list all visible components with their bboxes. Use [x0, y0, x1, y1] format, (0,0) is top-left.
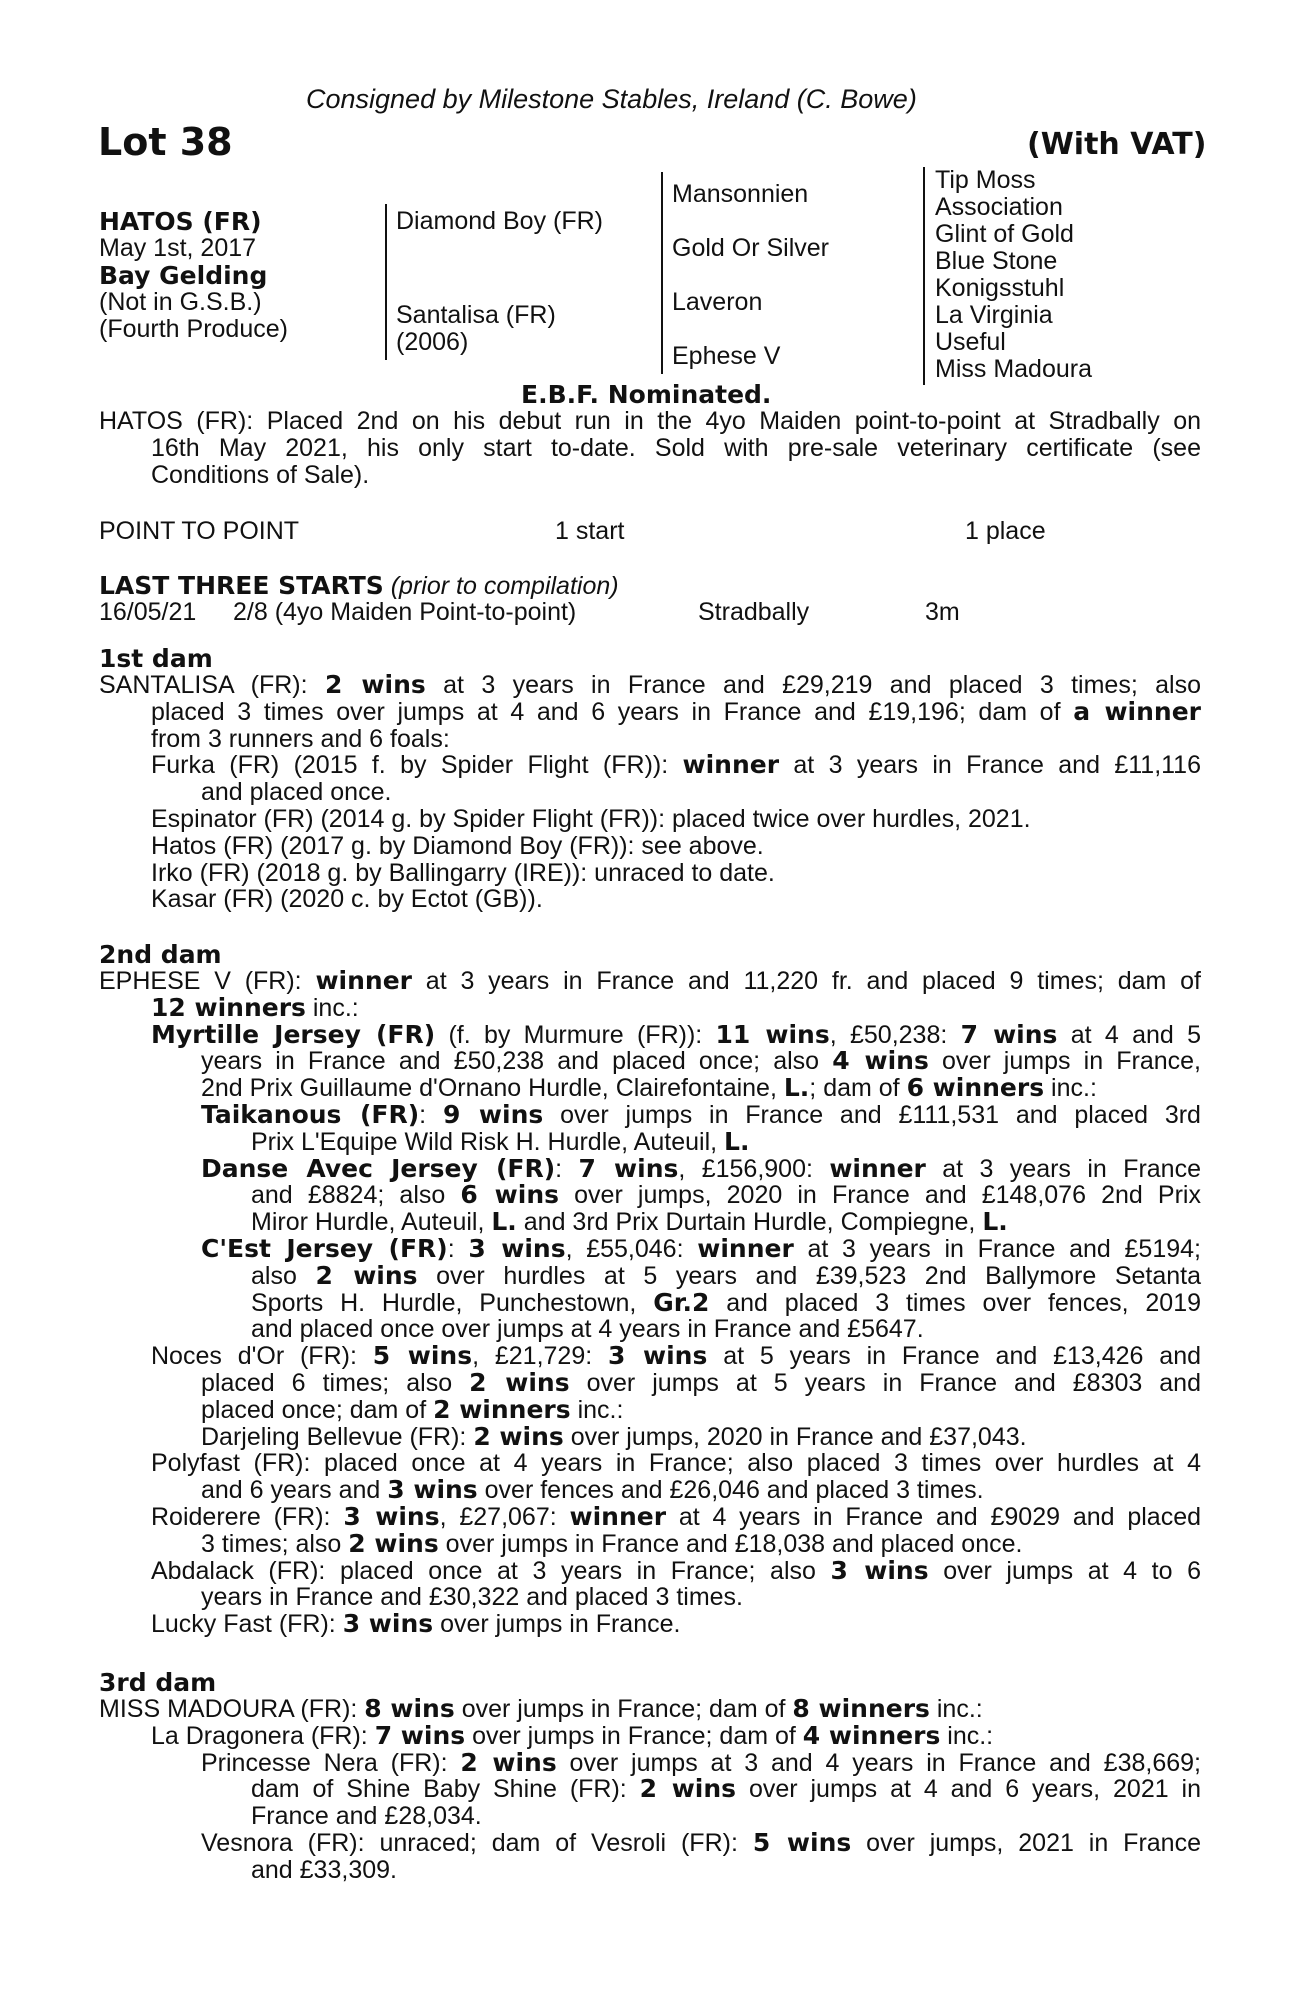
lot-number: Lot 38 [98, 120, 233, 164]
record-line: from 3 runners and 6 foals: [151, 724, 450, 753]
pedigree-dam: Santalisa (FR) [396, 301, 556, 329]
pedigree-great-grandparent: La Virginia [935, 301, 1053, 329]
record-line: Hatos (FR) (2017 g. by Diamond Boy (FR)): see above. [151, 831, 764, 860]
record-line: and 6 years and 3 wins over fences and £26,046 and placed 3 times. [201, 1475, 984, 1505]
emphasis: 7 wins [960, 1019, 1058, 1049]
record-line: Sports H. Hurdle, Punchestown, Gr.2 and placed 3 times over fences, 2019 [251, 1287, 1201, 1317]
last-starts-note: (prior to compilation) [390, 572, 619, 600]
emphasis: winner [315, 966, 412, 995]
emphasis: 4 wins [832, 1046, 929, 1076]
record-line: Polyfast (FR): placed once at 4 years in France; also placed 3 times over hurdles at 4 [151, 1449, 1201, 1478]
emphasis: L. [783, 1073, 810, 1103]
record-line: MISS MADOURA (FR): 8 wins over jumps in France; dam of 8 winners inc.: [99, 1694, 983, 1723]
horse-name: HATOS (FR) [99, 207, 262, 236]
record-line: placed once; dam of 2 winners inc.: [201, 1394, 624, 1424]
emphasis: Danse Avec Jersey (FR) [201, 1153, 556, 1183]
emphasis: 2 wins [315, 1260, 418, 1290]
emphasis: C'Est Jersey (FR) [201, 1233, 448, 1263]
emphasis: 2 wins [460, 1747, 557, 1777]
emphasis: 3 wins [608, 1341, 708, 1371]
emphasis: 12 winners [151, 992, 306, 1022]
emphasis: 8 winners [792, 1694, 930, 1723]
emphasis: Gr.2 [653, 1287, 710, 1317]
record-line: and placed once over jumps at 4 years in France and £5647. [251, 1315, 924, 1344]
third-dam-heading: 3rd dam [99, 1668, 217, 1697]
record-line: and placed once. [201, 778, 392, 807]
emphasis: 2 wins [324, 670, 426, 699]
second-dam-record [99, 968, 1201, 1638]
pedigree-grandparent: Gold Or Silver [672, 234, 829, 262]
record-line: and £8824; also 6 wins over jumps, 2020 in France and £148,076 2nd Prix [251, 1180, 1201, 1210]
emphasis: 11 wins [715, 1019, 830, 1049]
ptp-label: POINT TO POINT [99, 517, 300, 545]
summary-line: HATOS (FR): Placed 2nd on his debut run in the 4yo Maiden point-to-point at Stradbally on [99, 407, 1201, 435]
record-line: SANTALISA (FR): 2 wins at 3 years in France and £29,219 and placed 3 times; also [99, 670, 1201, 699]
record-line: dam of Shine Baby Shine (FR): 2 wins over jumps at 4 and 6 years, 2021 in [251, 1774, 1201, 1804]
vat-label: (With VAT) [1027, 127, 1207, 162]
pedigree-great-grandparent: Glint of Gold [935, 220, 1074, 248]
first-dam-heading: 1st dam [99, 644, 213, 673]
record-line: Miror Hurdle, Auteuil, L. and 3rd Prix Durtain Hurdle, Compiegne, L. [251, 1207, 1008, 1237]
record-line: years in France and £50,238 and placed once; also 4 wins over jumps in France, [201, 1046, 1201, 1076]
pedigree-great-grandparent: Association [935, 193, 1063, 221]
emphasis: 2 wins [639, 1774, 737, 1804]
record-line: C'Est Jersey (FR): 3 wins, £55,046: winner at 3 years in France and £5194; [201, 1233, 1201, 1263]
record-line: Roiderere (FR): 3 wins, £27,067: winner at 4 years in France and £9029 and placed [151, 1501, 1202, 1531]
emphasis: 2 wins [469, 1367, 570, 1397]
third-dam-record [99, 1696, 1201, 1884]
gsb-status: (Not in G.S.B.) [99, 288, 262, 316]
record-line: and £33,309. [251, 1855, 397, 1884]
pedigree-grandparent: Mansonnien [672, 180, 809, 208]
start-result: 2/8 (4yo Maiden Point-to-point) [233, 598, 577, 626]
emphasis: 2 winners [433, 1394, 571, 1424]
produce-number: (Fourth Produce) [99, 315, 288, 343]
emphasis: 3 wins [468, 1233, 566, 1263]
emphasis: L. [982, 1207, 1008, 1237]
pedigree-great-grandparent: Konigsstuhl [935, 274, 1065, 302]
emphasis: 6 winners [906, 1073, 1045, 1103]
emphasis: 5 wins [372, 1341, 473, 1371]
pedigree-grandparent: Ephese V [672, 342, 781, 370]
record-line: Espinator (FR) (2014 g. by Spider Flight (FR)): placed twice over hurdles, 2021. [151, 804, 1031, 833]
emphasis: winner [697, 1233, 794, 1263]
emphasis: 7 wins [374, 1720, 466, 1750]
last-starts-heading: LAST THREE STARTS [99, 571, 384, 600]
record-line: Abdalack (FR): placed once at 3 years in France; also 3 wins over jumps at 4 to 6 [151, 1555, 1201, 1585]
record-line: Taikanous (FR): 9 wins over jumps in France and £111,531 and placed 3rd [201, 1099, 1201, 1129]
first-dam-record [99, 672, 1201, 913]
record-line: EPHESE V (FR): winner at 3 years in France and 11,220 fr. and placed 9 times; dam of [99, 966, 1201, 995]
record-line: Myrtille Jersey (FR) (f. by Murmure (FR)): 11 wins, £50,238: 7 wins at 4 and 5 [151, 1019, 1201, 1049]
ptp-places: 1 place [965, 517, 1046, 545]
ptp-starts: 1 start [555, 517, 625, 545]
emphasis: Myrtille Jersey (FR) [151, 1019, 436, 1049]
emphasis: 3 wins [343, 1501, 440, 1531]
pedigree-divider [385, 204, 387, 360]
record-line: Prix L'Equipe Wild Risk H. Hurdle, Auteuil, L. [251, 1126, 750, 1156]
pedigree-great-grandparent: Tip Moss [935, 166, 1036, 194]
record-line: Furka (FR) (2015 f. by Spider Flight (FR)): winner at 3 years in France and £11,116 [151, 750, 1201, 780]
record-line: Kasar (FR) (2020 c. by Ectot (GB)). [151, 885, 543, 914]
record-line: Noces d'Or (FR): 5 wins, £21,729: 3 wins at 5 years in France and £13,426 and [151, 1341, 1202, 1371]
last-starts-title [99, 572, 619, 600]
emphasis: 3 wins [387, 1475, 478, 1505]
ebf-status: E.B.F. Nominated. [521, 380, 772, 409]
pedigree-divider [661, 172, 663, 374]
record-line: also 2 wins over hurdles at 5 years and £39,523 2nd Ballymore Setanta [251, 1260, 1202, 1290]
record-line: 3 times; also 2 wins over jumps in France and £18,038 and placed once. [201, 1528, 1023, 1558]
record-line: placed 3 times over jumps at 4 and 6 years in France and £19,196; dam of a winner [151, 696, 1202, 726]
horse-summary [99, 408, 1201, 488]
record-line: placed 6 times; also 2 wins over jumps at 5 years in France and £8303 and [201, 1367, 1201, 1397]
summary-line: 16th May 2021, his only start to-date. Sold with pre-sale veterinary certificate (see [151, 433, 1201, 462]
emphasis: L. [491, 1207, 517, 1237]
record-line: years in France and £30,322 and placed 3 times. [201, 1583, 744, 1612]
emphasis: 2 wins [348, 1528, 439, 1558]
start-distance: 3m [925, 598, 960, 626]
pedigree-divider [923, 167, 925, 385]
record-line: Lucky Fast (FR): 3 wins over jumps in France. [151, 1609, 681, 1639]
second-dam-heading: 2nd dam [99, 940, 222, 969]
emphasis: 2 wins [473, 1421, 564, 1451]
pedigree-grandparent: Laveron [672, 288, 763, 316]
record-line: Danse Avec Jersey (FR): 7 wins, £156,900: winner at 3 years in France [201, 1153, 1201, 1183]
pedigree-dam-year: (2006) [396, 328, 469, 356]
pedigree-great-grandparent: Miss Madoura [935, 355, 1092, 383]
emphasis: a winner [1073, 696, 1202, 726]
record-line: 2nd Prix Guillaume d'Ornano Hurdle, Clairefontaine, L.; dam of 6 winners inc.: [201, 1073, 1097, 1103]
pedigree-great-grandparent: Blue Stone [935, 247, 1058, 275]
record-line: Darjeling Bellevue (FR): 2 wins over jumps, 2020 in France and £37,043. [201, 1421, 1027, 1451]
emphasis: winner [829, 1153, 926, 1183]
emphasis: 9 wins [442, 1099, 544, 1129]
pedigree-great-grandparent: Useful [935, 328, 1006, 356]
record-line: France and £28,034. [251, 1802, 482, 1831]
emphasis: winner [569, 1501, 667, 1531]
record-line: La Dragonera (FR): 7 wins over jumps in France; dam of 4 winners inc.: [151, 1720, 994, 1750]
pedigree-sire: Diamond Boy (FR) [396, 207, 603, 235]
emphasis: L. [724, 1126, 750, 1156]
start-date: 16/05/21 [99, 598, 197, 626]
emphasis: 6 wins [460, 1180, 560, 1210]
record-line: Vesnora (FR): unraced; dam of Vesroli (FR): 5 wins over jumps, 2021 in France [201, 1827, 1201, 1857]
record-line: Princesse Nera (FR): 2 wins over jumps at 3 and 4 years in France and £38,669; [201, 1747, 1201, 1777]
emphasis: 7 wins [578, 1153, 679, 1183]
horse-description: Bay Gelding [99, 261, 268, 290]
emphasis: 5 wins [752, 1827, 852, 1857]
record-line: Irko (FR) (2018 g. by Ballingarry (IRE)): unraced to date. [151, 858, 775, 887]
emphasis: 8 wins [364, 1694, 455, 1723]
emphasis: 3 wins [342, 1609, 434, 1639]
emphasis: winner [682, 750, 780, 780]
start-course: Stradbally [698, 598, 810, 626]
emphasis: 4 winners [802, 1720, 941, 1750]
emphasis: 3 wins [830, 1555, 929, 1585]
consigned-by: Consigned by Milestone Stables, Ireland (C. Bowe) [306, 84, 917, 114]
record-line: 12 winners inc.: [151, 992, 359, 1022]
foaling-date: May 1st, 2017 [99, 234, 257, 262]
summary-line: Conditions of Sale). [151, 460, 370, 489]
emphasis: Taikanous (FR) [201, 1099, 420, 1129]
